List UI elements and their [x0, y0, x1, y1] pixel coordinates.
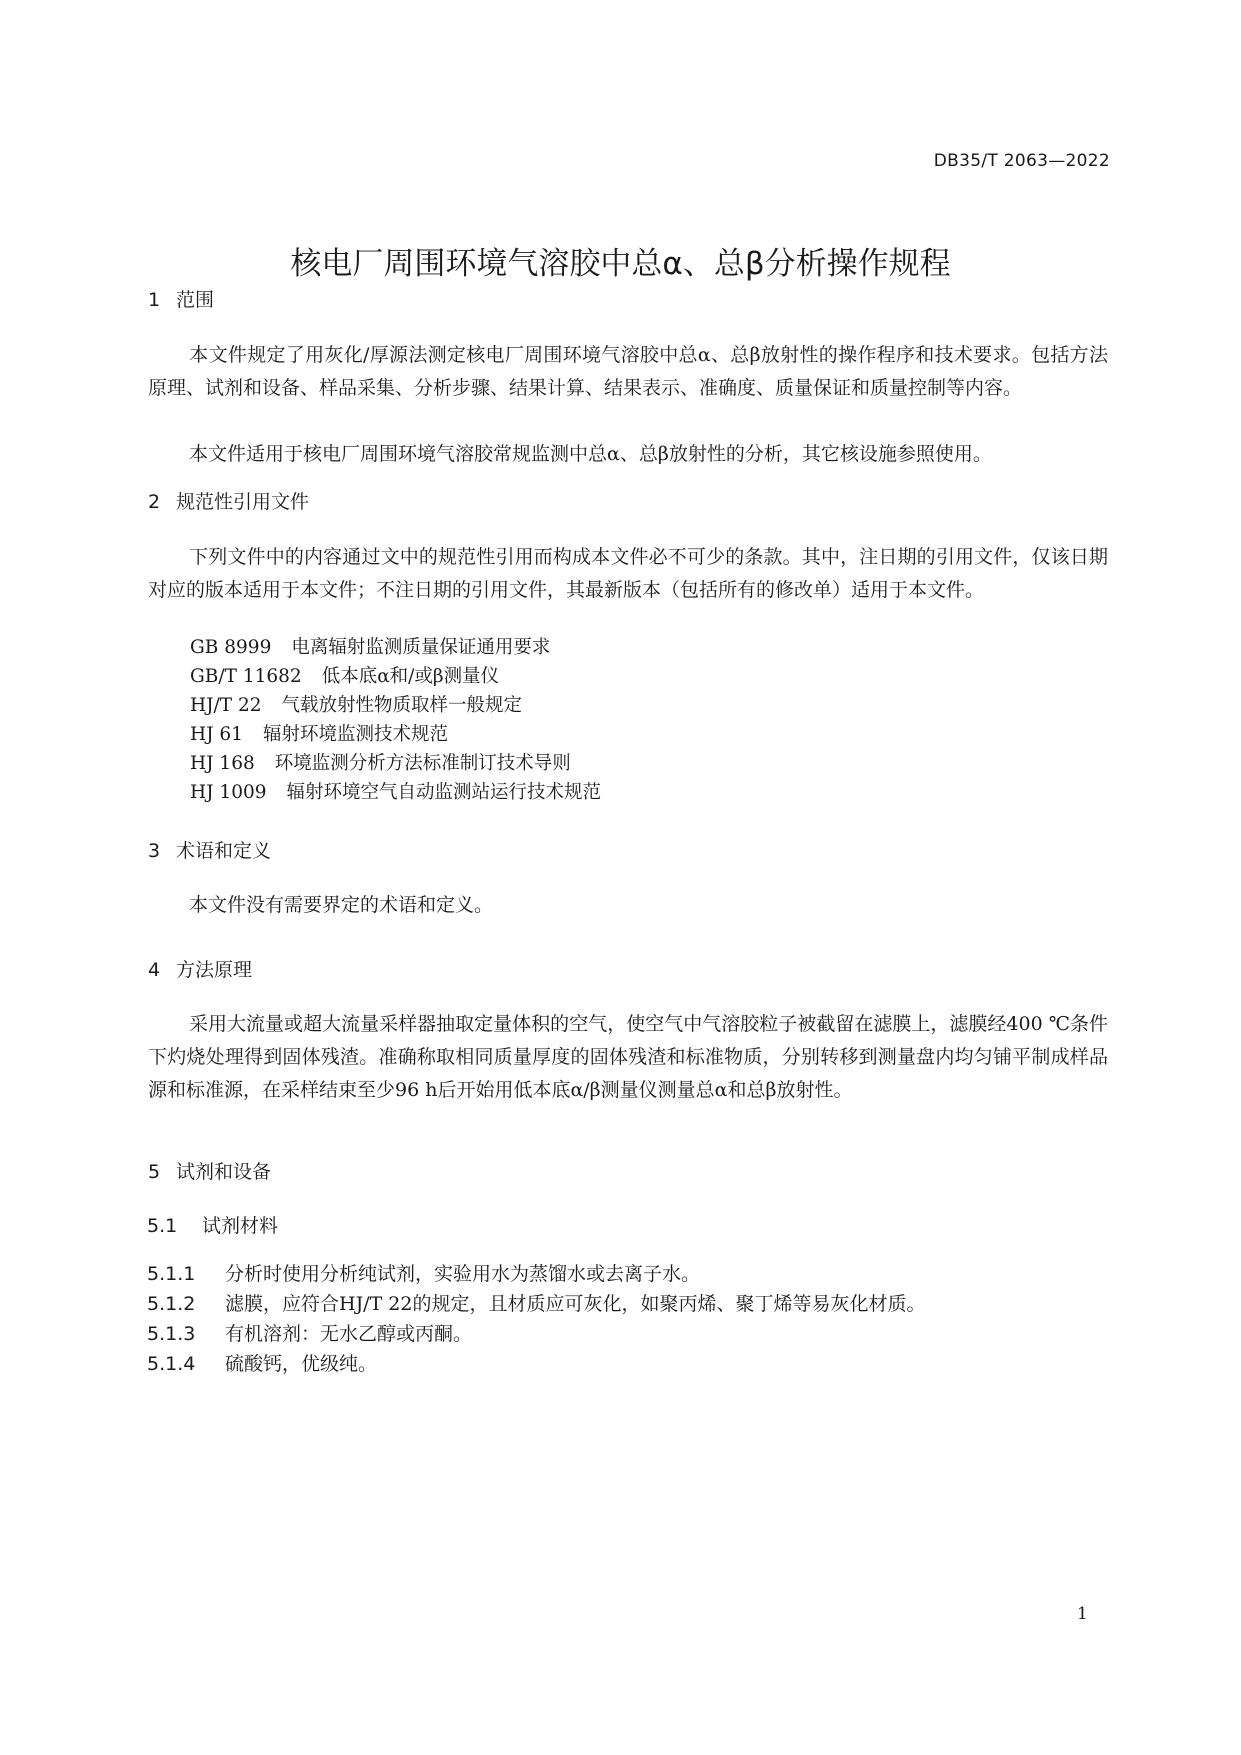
paragraph-text: 本文件规定了用灰化/厚源法测定核电厂周围环境气溶胶中总α、总β放射性的操作程序和技术要求。包括方法原理、试剂和设备、样品采集、分析步骤、结果计算、结果表示、准确度、质量保证和质量控制等内容。 [148, 344, 1108, 399]
clause-item [147, 1349, 377, 1376]
paragraph-text: 采用大流量或超大流量采样器抽取定量体积的空气，使空气中气溶胶粒子被截留在滤膜上，滤膜经400 ℃条件下灼烧处理得到固体残渣。准确称取相同质量厚度的固体残渣和标准物质，分别转移到测量盘内均匀铺平制成样品源和标准源，在采样结束至少96 h后开始用低本底α/β测量仪测量总α和总β放射性。 [148, 1013, 1108, 1101]
clause-item [147, 1259, 700, 1286]
section-heading-2 [148, 487, 309, 514]
section-number: 2 [148, 491, 161, 513]
section-heading-3 [148, 836, 271, 863]
paragraph [148, 438, 1108, 471]
clause-text: 有机溶剂：无水乙醇或丙酮。 [225, 1323, 473, 1345]
subsection-number: 5.1 [147, 1215, 178, 1237]
section-number: 4 [148, 959, 161, 981]
reference-title: 辐射环境空气自动监测站运行技术规范 [286, 782, 602, 803]
reference-item [190, 720, 448, 746]
reference-title: 辐射环境监测技术规范 [262, 724, 448, 745]
clause-item [147, 1289, 925, 1316]
reference-title: 环境监测分析方法标准制订技术导则 [274, 753, 571, 774]
section-heading-1 [148, 285, 214, 312]
section-title: 试剂和设备 [176, 1161, 272, 1183]
paragraph-text: 本文件适用于核电厂周围环境气溶胶常规监测中总α、总β放射性的分析，其它核设施参照使用。 [189, 443, 992, 465]
section-title: 术语和定义 [176, 840, 272, 862]
clause-text: 滤膜，应符合HJ/T 22的规定，且材质应可灰化，如聚丙烯、聚丁烯等易灰化材质。 [225, 1293, 926, 1315]
clause-number: 5.1.3 [147, 1323, 196, 1345]
reference-title: 气载放射性物质取样一般规定 [281, 695, 523, 716]
paragraph [148, 339, 1108, 405]
clause-number: 5.1.1 [147, 1263, 196, 1285]
clause-number: 5.1.4 [147, 1353, 196, 1375]
paragraph-text: 本文件没有需要界定的术语和定义。 [189, 894, 494, 916]
reference-code: GB 8999 [190, 637, 272, 658]
reference-code: GB/T 11682 [190, 666, 302, 687]
section-title: 规范性引用文件 [176, 491, 310, 513]
reference-item [190, 691, 522, 717]
clause-text: 硫酸钙，优级纯。 [225, 1353, 378, 1375]
reference-code: HJ 61 [190, 724, 243, 745]
section-title: 方法原理 [176, 959, 253, 981]
reference-title: 电离辐射监测质量保证通用要求 [291, 637, 551, 658]
reference-code: HJ/T 22 [190, 695, 262, 716]
reference-code: HJ 1009 [190, 782, 267, 803]
clause-number: 5.1.2 [147, 1293, 196, 1315]
paragraph [148, 1008, 1108, 1107]
clause-text: 分析时使用分析纯试剂，实验用水为蒸馏水或去离子水。 [225, 1263, 701, 1285]
document-code: DB35/T 2063—2022 [933, 151, 1110, 171]
section-heading-4 [148, 955, 252, 982]
reference-code: HJ 168 [190, 753, 255, 774]
section-title: 范围 [176, 289, 215, 311]
section-heading-5 [148, 1157, 271, 1184]
clause-item [147, 1319, 472, 1346]
subsection-heading [147, 1211, 278, 1238]
reference-item [190, 778, 601, 804]
reference-item [190, 662, 499, 688]
paragraph-text: 下列文件中的内容通过文中的规范性引用而构成本文件必不可少的条款。其中，注日期的引用文件，仅该日期对应的版本适用于本文件；不注日期的引用文件，其最新版本（包括所有的修改单）适用于本文件。 [148, 546, 1108, 601]
section-number: 5 [148, 1161, 161, 1183]
page-number: 1 [1077, 1604, 1088, 1624]
section-number: 1 [148, 289, 161, 311]
document-title: 核电厂周围环境气溶胶中总α、总β分析操作规程 [290, 246, 951, 282]
paragraph [148, 541, 1108, 607]
reference-item [190, 633, 550, 659]
subsection-title: 试剂材料 [202, 1215, 279, 1237]
paragraph [148, 889, 1108, 922]
reference-title: 低本底α和/或β测量仪 [321, 666, 500, 687]
section-number: 3 [148, 840, 161, 862]
reference-item [190, 749, 571, 775]
